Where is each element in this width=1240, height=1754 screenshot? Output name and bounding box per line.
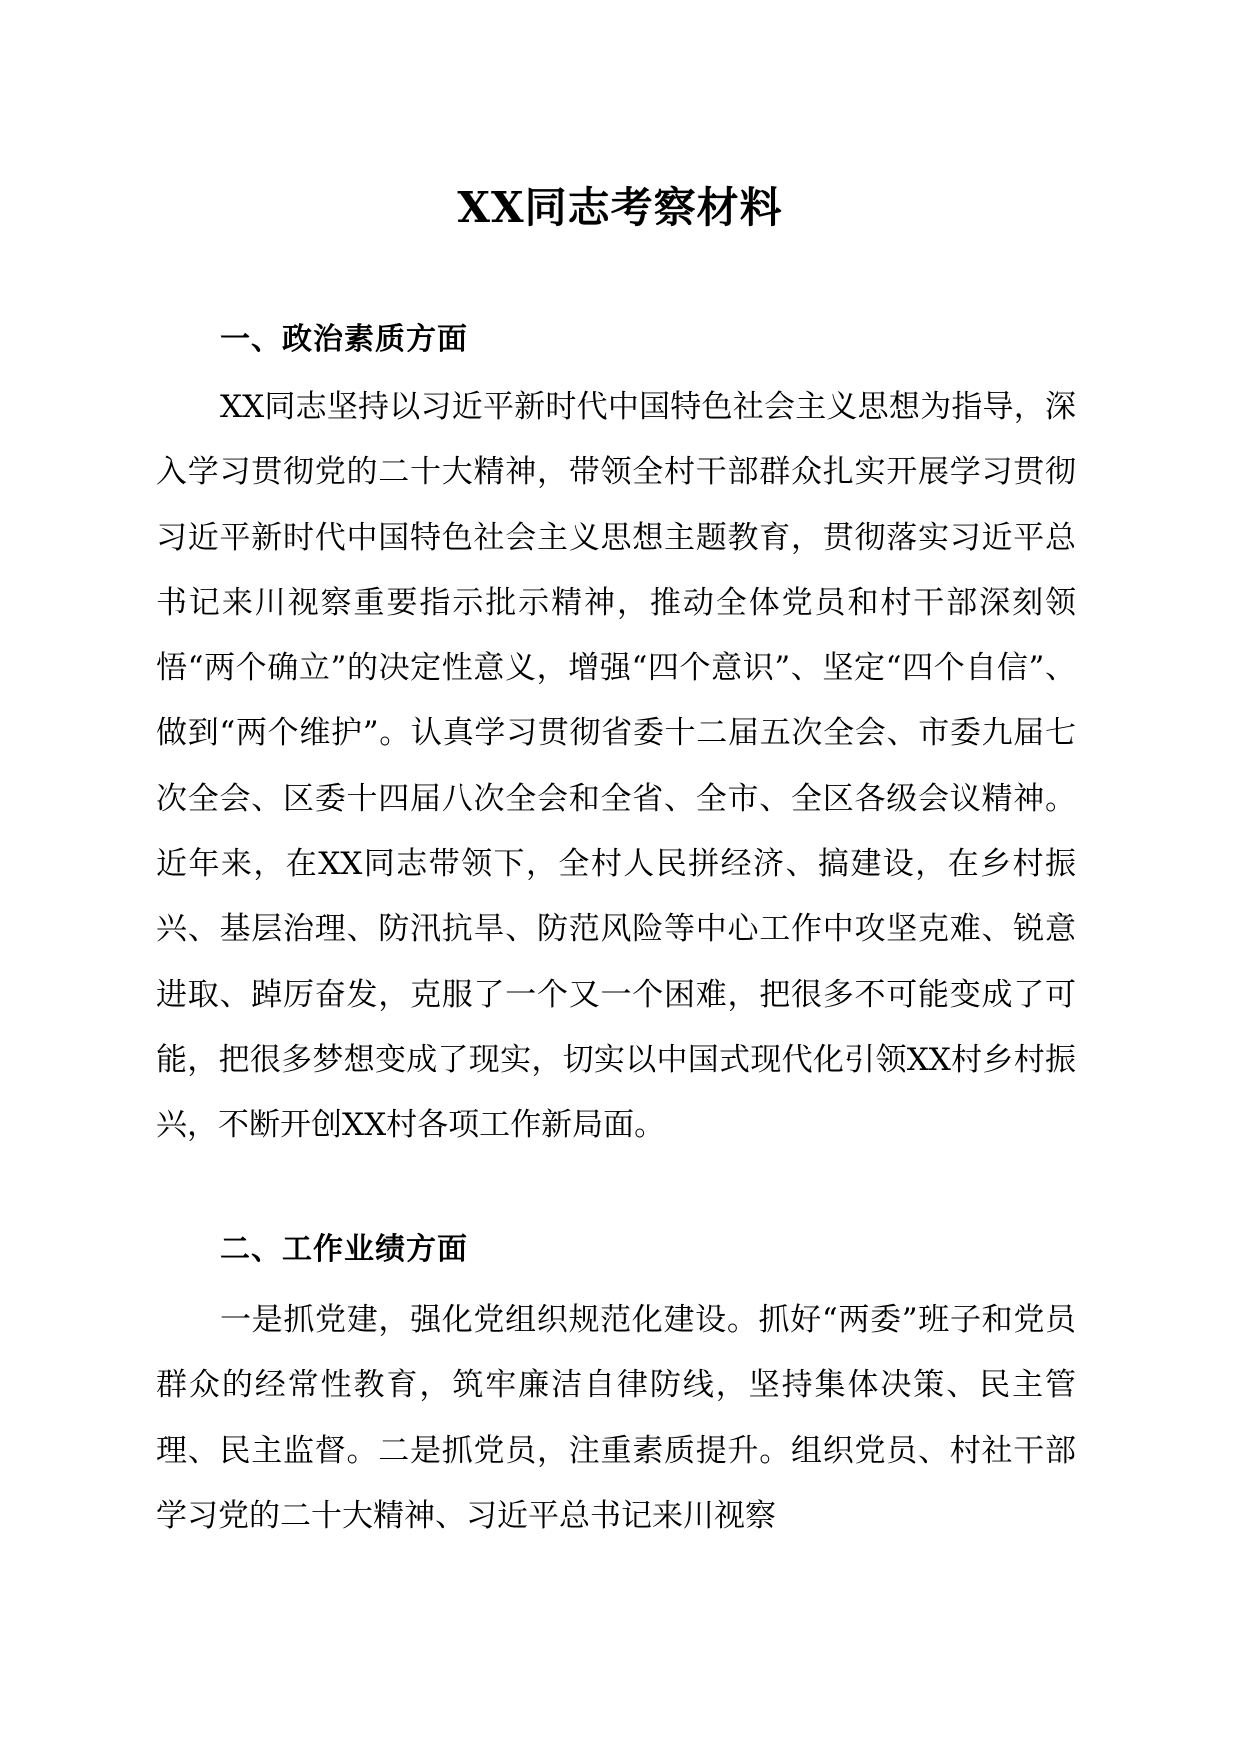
section-heading-political: 一、政治素质方面 xyxy=(220,322,468,357)
section-paragraph-performance: 一是抓党建，强化党组织规范化建设。抓好“两委”班子和党员群众的经常性教育，筑牢廉洁自律防线，坚持集体决策、民主管理、民主监督。二是抓党员，注重素质提升。组织党员、村社干部学习党的二十大精神、习近平总书记来川视察 xyxy=(156,1302,1076,1534)
section-heading-performance: 二、工作业绩方面 xyxy=(220,1232,468,1267)
section-paragraph-political: XX同志坚持以习近平新时代中国特色社会主义思想为指导，深入学习贯彻党的二十大精神，带领全村干部群众扎实开展学习贯彻习近平新时代中国特色社会主义思想主题教育，贯彻落实习近平总书记来川视察重要指示批示精神，推动全体党员和村干部深刻领悟“两个确立”的决定性意义，增强“四个意识”、坚定“四个自信”、做到“两个维护”。认真学习贯彻省委十二届五次全会、市委九届七次全会、区委十四届八次全会和全省、全市、全区各级会议精神。近年来，在XX同志带领下，全村人民拼经济、搞建设，在乡村振兴、基层治理、防汛抗旱、防范风险等中心工作中攻坚克难、锐意进取、踔厉奋发，克服了一个又一个困难，把很多不可能变成了可能，把很多梦想变成了现实，切实以中国式现代化引领XX村乡村振兴，不断开创XX村各项工作新局面。 xyxy=(156,389,1076,1144)
document-title: XX同志考察材料 xyxy=(457,183,783,232)
